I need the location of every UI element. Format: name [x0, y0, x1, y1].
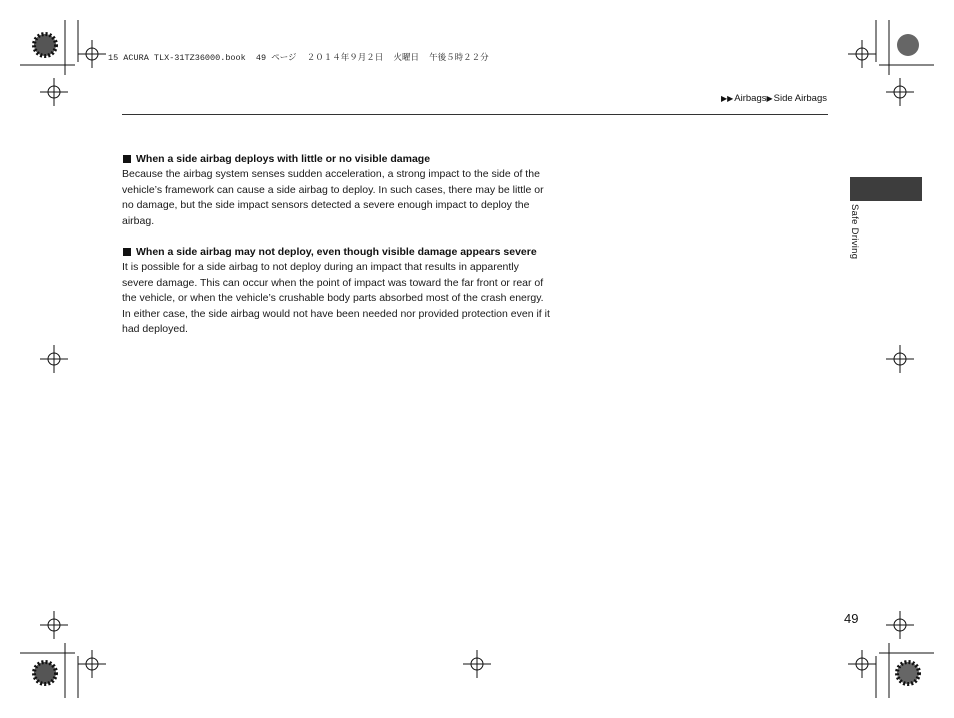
heading-square-bullet — [123, 155, 131, 163]
page-number: 49 — [844, 611, 859, 626]
section-body: It is possible for a side airbag to not deploy during an impact that results in apparently severe damage. This can occur when the point of impact was toward the far front or rear of the vehicle, or when the vehicle’s crushable body parts absorbed most of the crash energy. In either case, the side airbag would not have been needed nor provided protection even if it had deployed. — [122, 261, 550, 335]
section-heading-text: When a side airbag may not deploy, even though visible damage appears severe — [136, 246, 537, 258]
section-may-not-deploy — [122, 245, 552, 338]
section-body: Because the airbag system senses sudden acceleration, a strong impact to the side of the vehicle’s framework can cause a side airbag to deploy. In such cases, there may be little or no damage, but the side impact sensors detected a severe enough impact to deploy the airbag. — [122, 168, 544, 227]
heading-square-bullet — [123, 248, 131, 256]
chapter-tab-label: Safe Driving — [849, 204, 860, 260]
section-heading — [122, 152, 552, 167]
file-header: 15 ACURA TLX-31TZ36000.book 49 ページ ２０１４年９月２日 火曜日 午後５時２２分 — [108, 53, 489, 63]
section-heading-text: When a side airbag deploys with little or no visible damage — [136, 153, 431, 165]
chapter-tab[interactable] — [850, 177, 922, 201]
section-heading — [122, 245, 552, 260]
breadcrumb-current-side-airbags: Side Airbags — [773, 93, 827, 104]
header-divider — [122, 114, 828, 115]
section-deploys-little-damage — [122, 152, 552, 229]
breadcrumb-arrows: ▶▶ — [720, 94, 734, 103]
breadcrumb — [721, 93, 827, 104]
breadcrumb-separator: ▶ — [766, 94, 773, 103]
breadcrumb-link-airbags[interactable]: Airbags — [734, 93, 767, 104]
